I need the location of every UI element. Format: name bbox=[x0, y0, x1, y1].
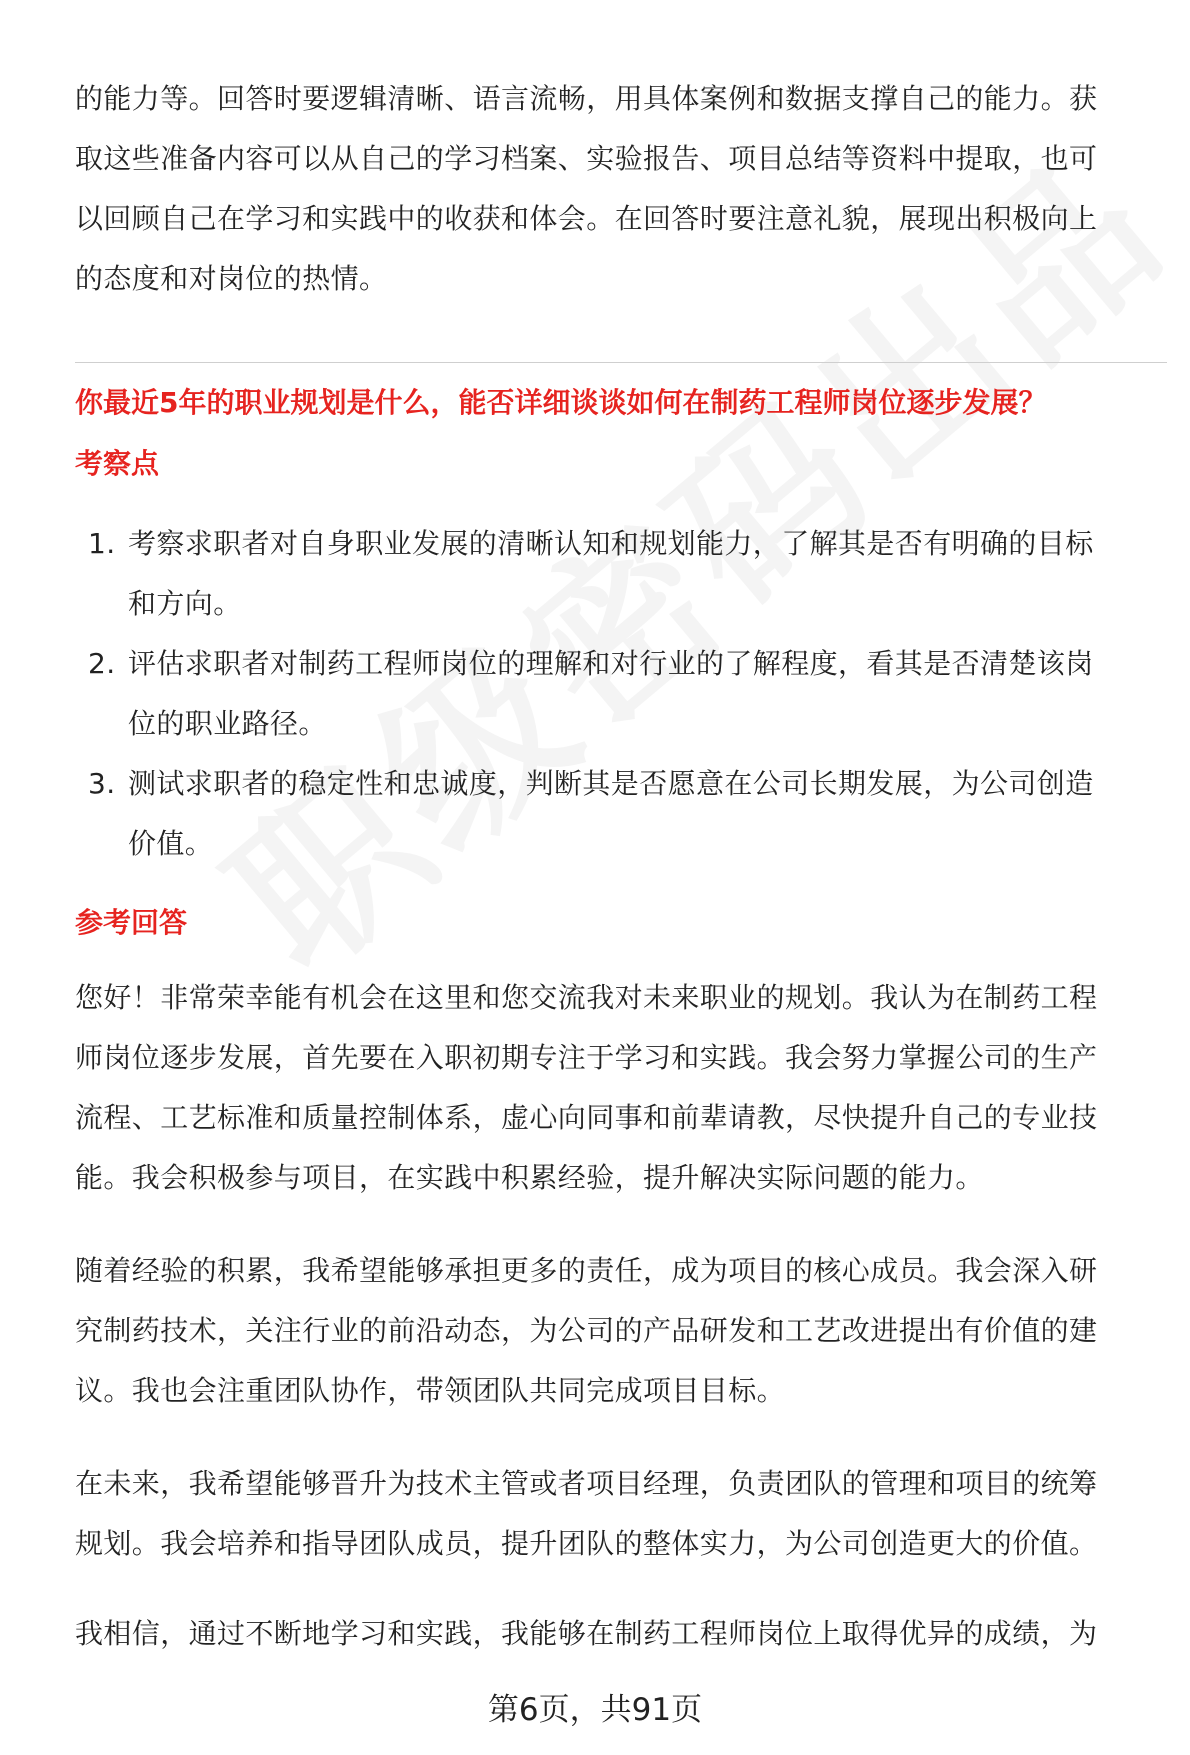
list-number: 3. bbox=[88, 767, 116, 800]
page-number: 第6页，共91页 bbox=[487, 1692, 703, 1728]
paragraph-line: 我相信，通过不断地学习和实践，我能够在制药工程师岗位上取得优异的成绩，为 bbox=[75, 1617, 1098, 1650]
paragraph-line: 议。我也会注重团队协作，带领团队共同完成项目目标。 bbox=[75, 1374, 786, 1407]
answer-paragraph bbox=[75, 1454, 1155, 1574]
list-line: 位的职业路径。 bbox=[128, 707, 327, 740]
list-number: 2. bbox=[88, 647, 116, 680]
paragraph-line: 以回顾自己在学习和实践中的收获和体会。在回答时要注意礼貌，展现出积极向上 bbox=[75, 202, 1098, 235]
question-heading: 你最近5年的职业规划是什么，能否详细谈谈如何在制药工程师岗位逐步发展？ bbox=[75, 386, 1047, 419]
list-item bbox=[88, 514, 1158, 634]
list-item bbox=[88, 754, 1158, 874]
list-number: 1. bbox=[88, 527, 116, 560]
list-line: 考察求职者对自身职业发展的清晰认知和规划能力，了解其是否有明确的目标 bbox=[128, 527, 1094, 560]
paragraph-line: 的能力等。回答时要逻辑清晰、语言流畅，用具体案例和数据支撑自己的能力。获 bbox=[75, 82, 1098, 115]
list-line: 和方向。 bbox=[128, 587, 242, 620]
paragraph-line: 随着经验的积累，我希望能够承担更多的责任，成为项目的核心成员。我会深入研 bbox=[75, 1254, 1098, 1287]
answer-paragraph bbox=[75, 1604, 1155, 1664]
paragraph-line: 取这些准备内容可以从自己的学习档案、实验报告、项目总结等资料中提取，也可 bbox=[75, 142, 1098, 175]
paragraph-line: 在未来，我希望能够晋升为技术主管或者项目经理，负责团队的管理和项目的统筹 bbox=[75, 1467, 1098, 1500]
intro-paragraph bbox=[75, 69, 1155, 309]
paragraph-line: 规划。我会培养和指导团队成员，提升团队的整体实力，为公司创造更大的价值。 bbox=[75, 1527, 1098, 1560]
paragraph-line: 师岗位逐步发展，首先要在入职初期专注于学习和实践。我会努力掌握公司的生产 bbox=[75, 1041, 1098, 1074]
paragraph-line: 能。我会积极参与项目，在实践中积累经验，提升解决实际问题的能力。 bbox=[75, 1161, 984, 1194]
list-line: 测试求职者的稳定性和忠诚度，判断其是否愿意在公司长期发展，为公司创造 bbox=[128, 767, 1094, 800]
key-points-label: 考察点 bbox=[75, 447, 160, 480]
section-divider bbox=[75, 362, 1167, 363]
paragraph-line: 流程、工艺标准和质量控制体系，虚心向同事和前辈请教，尽快提升自己的专业技 bbox=[75, 1101, 1098, 1134]
reference-answer-label: 参考回答 bbox=[75, 906, 188, 939]
list-line: 价值。 bbox=[128, 827, 214, 860]
paragraph-line: 您好！非常荣幸能有机会在这里和您交流我对未来职业的规划。我认为在制药工程 bbox=[75, 981, 1098, 1014]
list-line: 评估求职者对制药工程师岗位的理解和对行业的了解程度，看其是否清楚该岗 bbox=[128, 647, 1094, 680]
paragraph-line: 究制药技术，关注行业的前沿动态，为公司的产品研发和工艺改进提出有价值的建 bbox=[75, 1314, 1098, 1347]
list-item bbox=[88, 634, 1158, 754]
answer-paragraph bbox=[75, 1241, 1155, 1421]
answer-paragraph bbox=[75, 968, 1155, 1208]
paragraph-line: 的态度和对岗位的热情。 bbox=[75, 262, 388, 295]
